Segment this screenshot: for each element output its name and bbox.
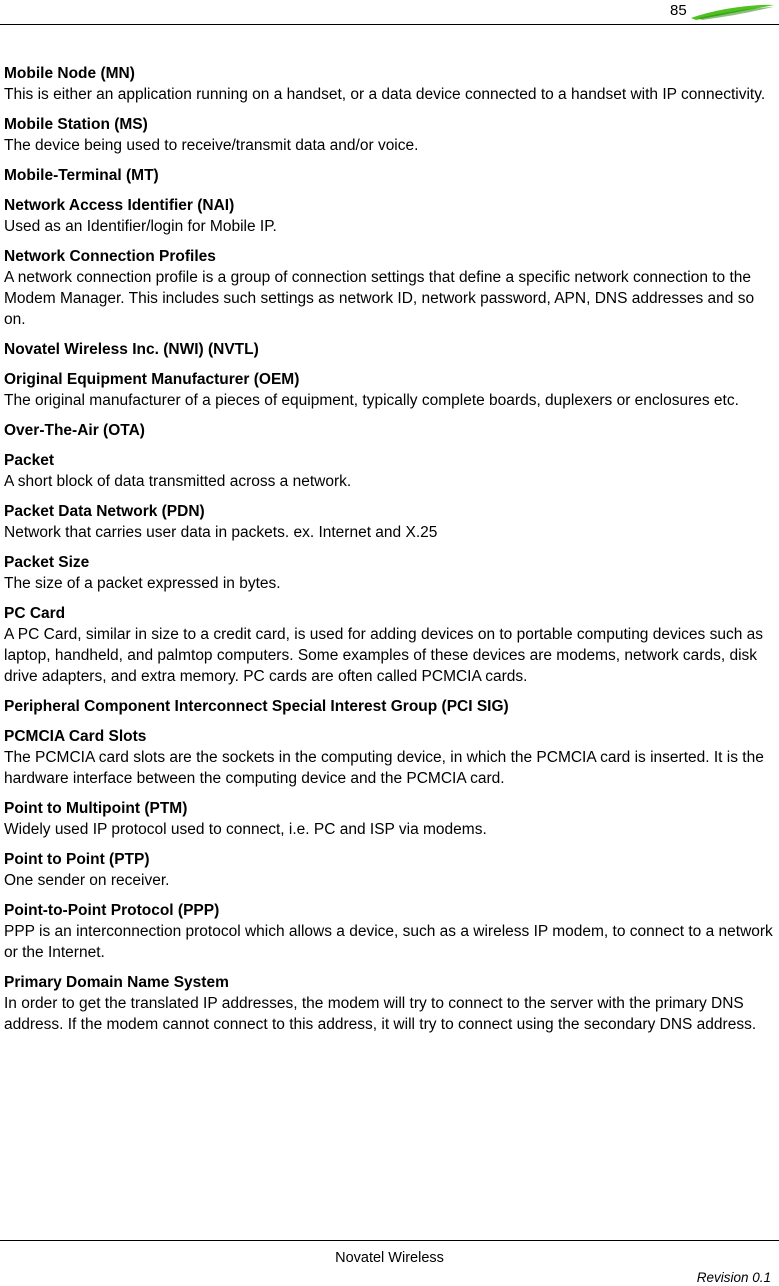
glossary-entry bbox=[4, 901, 776, 963]
glossary-entry bbox=[4, 115, 776, 156]
glossary-entry bbox=[4, 421, 776, 441]
novatel-swoosh-logo-icon bbox=[688, 1, 776, 23]
glossary-entry bbox=[4, 340, 776, 360]
page-number: 85 bbox=[670, 2, 687, 19]
glossary-entry bbox=[4, 451, 776, 492]
header-divider bbox=[0, 24, 779, 25]
glossary-definition: This is either an application running on a handset, or a data device connected to a handset with IP connectivity. bbox=[4, 86, 766, 103]
glossary-definition: Used as an Identifier/login for Mobile IP. bbox=[4, 218, 277, 235]
glossary-definition: A short block of data transmitted across a network. bbox=[4, 473, 352, 490]
footer-divider bbox=[0, 1240, 779, 1241]
glossary-term: Mobile-Terminal (MT) bbox=[4, 167, 159, 184]
glossary-definition: A PC Card, similar in size to a credit card, is used for adding devices on to portable computing devices such as laptop, handheld, and palmtop computers. Some examples of these devices are modems, network cards, disk drive adapters, and extra memory. PC cards are often called PCMCIA cards. bbox=[4, 626, 764, 685]
glossary-entry bbox=[4, 973, 776, 1035]
glossary-term: Primary Domain Name System bbox=[4, 974, 229, 991]
footer-company: Novatel Wireless bbox=[335, 1250, 444, 1266]
glossary-term: Mobile Node (MN) bbox=[4, 65, 135, 82]
glossary-entry bbox=[4, 697, 776, 717]
glossary-entry bbox=[4, 247, 776, 330]
glossary-term: Point to Multipoint (PTM) bbox=[4, 800, 188, 817]
glossary-term: Peripheral Component Interconnect Special Interest Group (PCI SIG) bbox=[4, 698, 509, 715]
glossary-entry bbox=[4, 196, 776, 237]
glossary-term: Packet Size bbox=[4, 554, 90, 571]
glossary-entry bbox=[4, 502, 776, 543]
glossary-entry bbox=[4, 64, 776, 105]
glossary-term: Packet Data Network (PDN) bbox=[4, 503, 205, 520]
glossary-term: Packet bbox=[4, 452, 54, 469]
glossary-term: Original Equipment Manufacturer (OEM) bbox=[4, 371, 300, 388]
glossary-definition: The original manufacturer of a pieces of equipment, typically complete boards, duplexers or enclosures etc. bbox=[4, 392, 739, 409]
glossary-definition: Network that carries user data in packets. ex. Internet and X.25 bbox=[4, 524, 438, 541]
glossary-term: Novatel Wireless Inc. (NWI) (NVTL) bbox=[4, 341, 259, 358]
glossary-entry bbox=[4, 799, 776, 840]
glossary-term: Network Connection Profiles bbox=[4, 248, 216, 265]
glossary-definition: In order to get the translated IP addresses, the modem will try to connect to the server with the primary DNS address. If the modem cannot connect to this address, it will try to connect using the secondary DNS address. bbox=[4, 995, 757, 1033]
glossary-entry bbox=[4, 553, 776, 594]
glossary-definition: PPP is an interconnection protocol which allows a device, such as a wireless IP modem, to connect to a network or the Internet. bbox=[4, 923, 773, 961]
glossary-entry bbox=[4, 604, 776, 687]
glossary-entry bbox=[4, 727, 776, 789]
glossary-term: Over-The-Air (OTA) bbox=[4, 422, 145, 439]
glossary-definition: The size of a packet expressed in bytes. bbox=[4, 575, 281, 592]
glossary-term: PC Card bbox=[4, 605, 66, 622]
glossary-list bbox=[4, 64, 776, 1045]
glossary-definition: The device being used to receive/transmit data and/or voice. bbox=[4, 137, 419, 154]
glossary-entry bbox=[4, 370, 776, 411]
footer-revision: Revision 0.1 bbox=[696, 1270, 771, 1285]
glossary-term: Network Access Identifier (NAI) bbox=[4, 197, 235, 214]
glossary-definition: One sender on receiver. bbox=[4, 872, 170, 889]
glossary-definition: A network connection profile is a group of connection settings that define a specific network connection to the Modem Manager. This includes such settings as network ID, network password, APN, DNS addresses and so on. bbox=[4, 269, 755, 328]
glossary-definition: The PCMCIA card slots are the sockets in the computing device, in which the PCMCIA card is inserted. It is the hardware interface between the computing device and the PCMCIA card. bbox=[4, 749, 764, 787]
page-header bbox=[0, 0, 779, 26]
glossary-term: PCMCIA Card Slots bbox=[4, 728, 147, 745]
glossary-term: Mobile Station (MS) bbox=[4, 116, 148, 133]
glossary-entry bbox=[4, 850, 776, 891]
glossary-term: Point to Point (PTP) bbox=[4, 851, 150, 868]
glossary-definition: Widely used IP protocol used to connect, i.e. PC and ISP via modems. bbox=[4, 821, 487, 838]
glossary-term: Point-to-Point Protocol (PPP) bbox=[4, 902, 220, 919]
glossary-entry bbox=[4, 166, 776, 186]
